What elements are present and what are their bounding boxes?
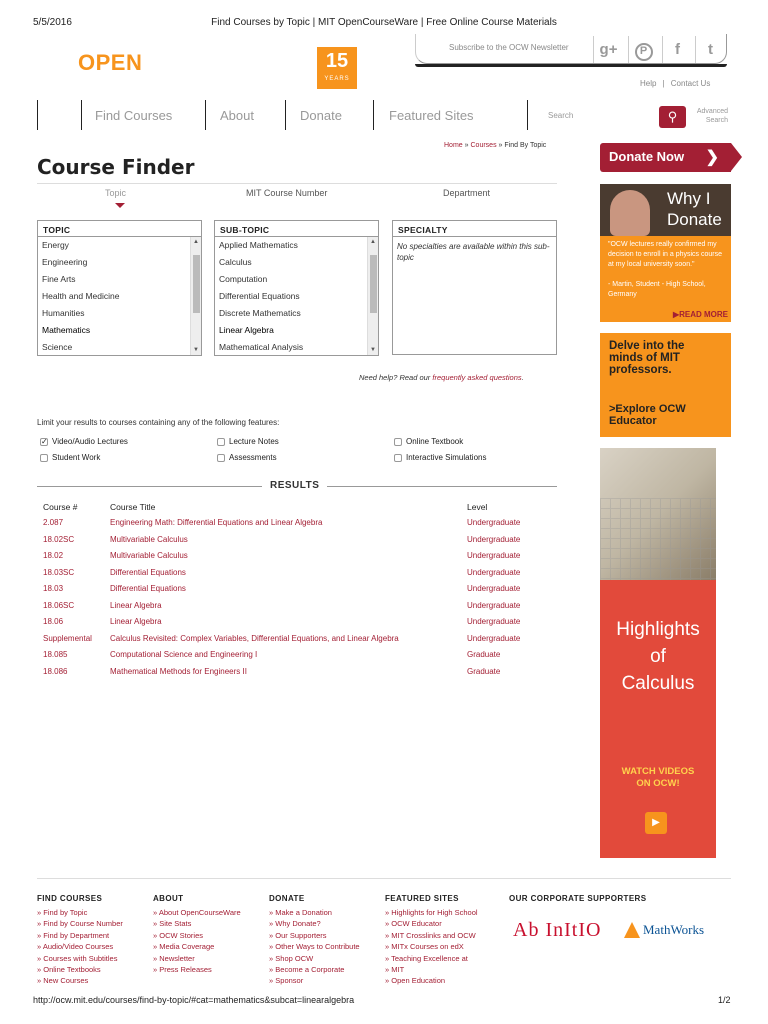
help-prefix: Need help? Read our (359, 373, 431, 382)
google-plus-icon[interactable]: g+ (593, 36, 623, 63)
newsletter-link[interactable]: Subscribe to the OCW Newsletter (449, 43, 569, 52)
print-page-title: Find Courses by Topic | MIT OpenCourseWare | Free Online Course Materials (211, 17, 557, 28)
footer-link[interactable]: » OCW Educator (385, 918, 478, 929)
checkbox-icon[interactable] (217, 454, 225, 462)
breadcrumb (444, 142, 546, 149)
subtopic-item[interactable]: Calculus (219, 257, 252, 267)
footer-link[interactable]: » Other Ways to Contribute (269, 941, 360, 952)
features-intro: Limit your results to courses containing any of the following features: (37, 418, 280, 427)
table-row (0, 650, 560, 667)
explore-link[interactable]: >Explore OCW Educator (609, 403, 686, 427)
footer-link[interactable]: » Online Textbooks (37, 964, 123, 975)
footer-link[interactable]: » Find by Topic (37, 907, 123, 918)
course-number-cell[interactable]: 18.03 (43, 584, 64, 593)
course-number-cell[interactable]: 2.087 (43, 518, 64, 527)
subtopic-scrollbar[interactable] (367, 237, 378, 355)
contact-link[interactable]: Contact Us (670, 79, 711, 88)
topic-item[interactable]: Engineering (42, 257, 88, 267)
scroll-thumb[interactable] (370, 255, 377, 313)
course-title-link[interactable]: Engineering Math: Differential Equations and Linear Algebra (110, 518, 323, 527)
footer-link[interactable]: » Site Stats (153, 918, 241, 929)
mathworks-membrane-icon (624, 922, 640, 938)
course-title-link[interactable]: Multivariable Calculus (110, 534, 188, 544)
mathworks-logo[interactable]: MathWorks (643, 922, 705, 937)
tab-topic[interactable]: Topic (105, 188, 127, 198)
page-title: Course Finder (37, 155, 195, 179)
course-level-cell[interactable]: Graduate (467, 666, 501, 676)
search-icon: ⚲ (667, 109, 678, 124)
nav-divider (285, 100, 286, 130)
course-title-link[interactable]: Linear Algebra (110, 600, 162, 610)
footer-column-title: ABOUT (153, 894, 184, 903)
topic-box (37, 220, 202, 356)
course-title-link[interactable]: Computational Science and Engineering I (110, 650, 258, 659)
breadcrumb-sep: » (464, 142, 469, 149)
advanced-search-link[interactable]: Advanced Search (696, 108, 728, 124)
footer-link[interactable]: » Find by Course Number (37, 918, 123, 929)
read-more-link[interactable]: ▶READ MORE (672, 310, 728, 319)
student-photo (610, 190, 650, 236)
why-title (667, 188, 722, 230)
course-level-cell[interactable]: Undergraduate (467, 518, 521, 527)
pinterest-icon[interactable] (628, 36, 658, 63)
course-number-cell[interactable]: Supplemental (43, 633, 92, 643)
subtopic-list[interactable] (215, 237, 378, 355)
subtopic-item[interactable]: Applied Mathematics (219, 240, 298, 250)
footer-link[interactable]: » MITx Courses on edX (385, 941, 478, 952)
topic-item[interactable]: Science (42, 342, 73, 352)
ocw-educator-card[interactable] (600, 333, 731, 437)
results-table (0, 518, 560, 683)
footer-column-title: DONATE (269, 894, 305, 903)
topic-item[interactable]: Energy (42, 240, 69, 250)
course-number-cell[interactable]: 18.06SC (43, 600, 75, 610)
nav-divider (37, 100, 38, 130)
calc-line2: of (650, 646, 666, 667)
why-title-line1: Why I (667, 189, 711, 208)
feature-label: Assessments (229, 453, 277, 462)
calc-line1: Highlights (616, 619, 700, 640)
topic-item-selected[interactable]: Mathematics (42, 325, 91, 335)
twitter-icon[interactable]: t (695, 36, 725, 63)
footer-link[interactable]: » Teaching Excellence at (385, 953, 478, 964)
results-title: RESULTS (262, 480, 327, 491)
footer-divider (37, 878, 731, 879)
footer-featured-sites (385, 894, 478, 987)
read-more-label: READ MORE (679, 310, 728, 319)
subtopic-item[interactable]: Discrete Mathematics (219, 308, 301, 318)
scroll-down-icon[interactable]: ▼ (370, 347, 376, 353)
course-level-cell[interactable]: Undergraduate (467, 617, 521, 626)
course-number-cell[interactable]: 18.02SC (43, 534, 75, 544)
table-row (0, 601, 560, 618)
nav-about[interactable]: About (220, 108, 254, 123)
column-course-title: Course Title (110, 502, 156, 512)
scroll-thumb[interactable] (193, 255, 200, 313)
print-url: http://ocw.mit.edu/courses/find-by-topic/#cat=mathematics&subcat=linearalgebra (33, 995, 355, 1005)
footer-link[interactable]: » Courses with Subtitles (37, 953, 123, 964)
topic-scrollbar[interactable] (190, 237, 201, 355)
ocw-logo[interactable]: OPEN (78, 50, 143, 75)
help-link[interactable]: Help (640, 79, 657, 88)
checkbox-icon[interactable] (40, 454, 48, 462)
table-row (0, 568, 560, 585)
highlights-of-calculus-card[interactable] (600, 448, 716, 858)
why-quote-text: "OCW lectures really confirmed my decision to enroll in a physics course at my local university soon." (608, 241, 723, 268)
footer-link[interactable]: » New Courses (37, 975, 123, 986)
footer-link[interactable]: » Our Supporters (269, 930, 360, 941)
specialty-header: SPECIALTY (393, 221, 556, 237)
feature-checkbox-student-work[interactable] (40, 453, 100, 462)
footer-link[interactable]: » OCW Stories (153, 930, 241, 941)
footer-link[interactable]: » About OpenCourseWare (153, 907, 241, 918)
specialty-box (392, 220, 557, 355)
breadcrumb-courses[interactable]: Courses (470, 142, 497, 149)
active-tab-arrow-icon (115, 203, 125, 208)
table-row (0, 584, 560, 601)
topic-header: TOPIC (38, 221, 201, 237)
checkbox-icon[interactable] (217, 438, 225, 446)
why-attribution: - Martin, Student - High School, Germany (608, 281, 706, 298)
calc-line3: Calculus (621, 673, 695, 694)
subtopic-item-selected[interactable]: Linear Algebra (219, 325, 274, 335)
subtopic-box (214, 220, 379, 356)
nav-divider (81, 100, 82, 130)
course-number-cell[interactable]: 18.06 (43, 617, 64, 626)
help-suffix: . (521, 373, 524, 382)
feature-checkbox-assessments[interactable] (217, 453, 277, 462)
tab-department[interactable]: Department (443, 188, 491, 198)
calculus-photo (600, 448, 716, 580)
course-level-cell[interactable]: Undergraduate (467, 633, 521, 643)
delve-text: Delve into the minds of MIT professors. (609, 340, 685, 376)
specialty-empty-message: No specialties are available within this sub-topic (397, 242, 550, 262)
footer-link[interactable]: » Highlights for High School (385, 907, 478, 918)
why-title-line2: Donate (667, 210, 722, 229)
footer-link[interactable]: » Make a Donation (269, 907, 360, 918)
chevron-right-icon: ❯ (705, 149, 719, 166)
15-years-badge (317, 47, 357, 89)
footer-link[interactable]: » Sponsor (269, 975, 360, 986)
footer-link[interactable]: » Open Education (385, 975, 478, 986)
course-title-link[interactable]: Differential Equations (110, 584, 186, 593)
footer-link[interactable]: » Newsletter (153, 953, 241, 964)
breadcrumb-current: Find By Topic (504, 142, 547, 149)
calculus-heading (600, 616, 716, 697)
checkbox-checked-icon[interactable]: ✓ (41, 436, 48, 446)
nav-divider (373, 100, 374, 130)
feature-label: Lecture Notes (229, 437, 279, 446)
footer-find-courses (37, 894, 123, 987)
course-level-cell[interactable]: Undergraduate (467, 600, 521, 610)
feature-checkbox-simulations[interactable] (394, 453, 486, 462)
footer-donate (269, 894, 360, 987)
footer-link[interactable]: » Press Releases (153, 964, 241, 975)
course-title-link[interactable]: Mathematical Methods for Engineers II (110, 666, 247, 676)
course-number-cell[interactable]: 18.02 (43, 551, 64, 560)
footer-column-title: FEATURED SITES (385, 894, 459, 903)
footer-link[interactable]: » Media Coverage (153, 941, 241, 952)
donate-label: Donate Now (609, 149, 685, 164)
graph-paper (600, 498, 716, 580)
watch-videos-text: WATCH VIDEOS ON OCW! (621, 766, 695, 789)
why-quote (608, 240, 726, 300)
feature-checkbox-lecture-notes[interactable] (217, 437, 279, 446)
course-title-link[interactable]: Linear Algebra (110, 617, 162, 626)
course-title-link[interactable]: Differential Equations (110, 567, 186, 577)
subtopic-item[interactable]: Computation (219, 274, 268, 284)
table-row (0, 518, 560, 535)
course-level-cell[interactable]: Undergraduate (467, 534, 521, 544)
table-row (0, 617, 560, 634)
nav-donate[interactable]: Donate (300, 108, 342, 123)
column-course-number: Course # (43, 502, 78, 512)
why-i-donate-card[interactable] (600, 184, 731, 322)
tab-course-number[interactable]: MIT Course Number (246, 188, 328, 198)
course-level-cell[interactable]: Undergraduate (467, 567, 521, 577)
course-title-link[interactable]: Calculus Revisited: Complex Variables, Differential Equations, and Linear Algebra (110, 633, 399, 643)
feature-label: Interactive Simulations (406, 453, 487, 462)
course-number-cell[interactable]: 18.03SC (43, 567, 75, 577)
course-number-cell[interactable]: 18.086 (43, 666, 68, 676)
scroll-down-icon[interactable]: ▼ (193, 347, 199, 353)
footer-about (153, 894, 241, 975)
print-date: 5/5/2016 (33, 17, 72, 28)
course-level-cell[interactable]: Graduate (467, 650, 501, 659)
badge-label: YEARS (324, 76, 350, 82)
nav-divider (527, 100, 528, 130)
footer-link[interactable]: » Find by Department (37, 930, 123, 941)
feature-checkbox-online-textbook[interactable] (394, 437, 463, 446)
feature-label: Video/Audio Lectures (52, 437, 128, 446)
badge-number: 15 (325, 50, 349, 72)
search-input[interactable]: Search (548, 111, 574, 120)
supporters-title: OUR CORPORATE SUPPORTERS (509, 894, 647, 903)
topic-item[interactable]: Health and Medicine (42, 291, 120, 301)
footer-supporters (509, 894, 646, 907)
course-level-cell[interactable]: Undergraduate (467, 584, 521, 593)
ab-initio-logo[interactable]: Ab InItIO (513, 919, 602, 941)
utility-links: Help | Contact Us (640, 79, 711, 88)
footer-link[interactable]: » Shop OCW (269, 953, 360, 964)
checkbox-icon[interactable] (394, 438, 402, 446)
nav-featured-sites[interactable]: Featured Sites (389, 108, 474, 123)
search-button[interactable] (659, 106, 686, 128)
column-level: Level (467, 502, 488, 512)
feature-checkbox-video[interactable] (40, 437, 128, 446)
donate-now-button[interactable] (600, 143, 731, 172)
faq-link[interactable]: frequently asked questions (432, 373, 522, 382)
course-title-link[interactable]: Multivariable Calculus (110, 551, 188, 560)
table-row (0, 667, 560, 684)
table-row (0, 634, 560, 651)
table-row (0, 551, 560, 568)
scroll-up-icon[interactable]: ▲ (193, 239, 199, 245)
scroll-up-icon[interactable]: ▲ (370, 239, 376, 245)
course-number-cell[interactable]: 18.085 (43, 650, 68, 659)
footer-link[interactable]: » MIT (385, 964, 478, 975)
footer-link[interactable]: » Why Donate? (269, 918, 360, 929)
breadcrumb-sep: » (498, 142, 503, 149)
footer-column-title: FIND COURSES (37, 894, 103, 903)
feature-label: Student Work (52, 453, 101, 462)
facebook-icon[interactable]: f (662, 36, 692, 63)
help-text (359, 373, 524, 382)
footer-link[interactable]: » Become a Corporate (269, 964, 360, 975)
nav-divider (205, 100, 206, 130)
checkbox-icon[interactable] (394, 454, 402, 462)
print-page-number: 1/2 (718, 995, 731, 1005)
table-row (0, 535, 560, 552)
footer-link[interactable]: » MIT Crosslinks and OCW (385, 930, 478, 941)
subtopic-header: SUB-TOPIC (215, 221, 378, 237)
play-icon[interactable]: ▶ (645, 812, 667, 834)
why-photo (600, 184, 731, 236)
subtopic-item[interactable]: Mathematical Analysis (219, 342, 304, 352)
breadcrumb-home[interactable]: Home (444, 142, 463, 149)
topic-item[interactable]: Fine Arts (42, 274, 76, 284)
course-level-cell[interactable]: Undergraduate (467, 551, 521, 560)
nav-find-courses[interactable]: Find Courses (95, 108, 173, 123)
footer-link[interactable]: » Audio/Video Courses (37, 941, 123, 952)
subtopic-item[interactable]: Differential Equations (219, 291, 300, 301)
topic-item[interactable]: Humanities (42, 308, 85, 318)
feature-label: Online Textbook (406, 437, 464, 446)
topic-list[interactable] (38, 237, 201, 355)
pinterest-glyph: P (635, 43, 653, 61)
